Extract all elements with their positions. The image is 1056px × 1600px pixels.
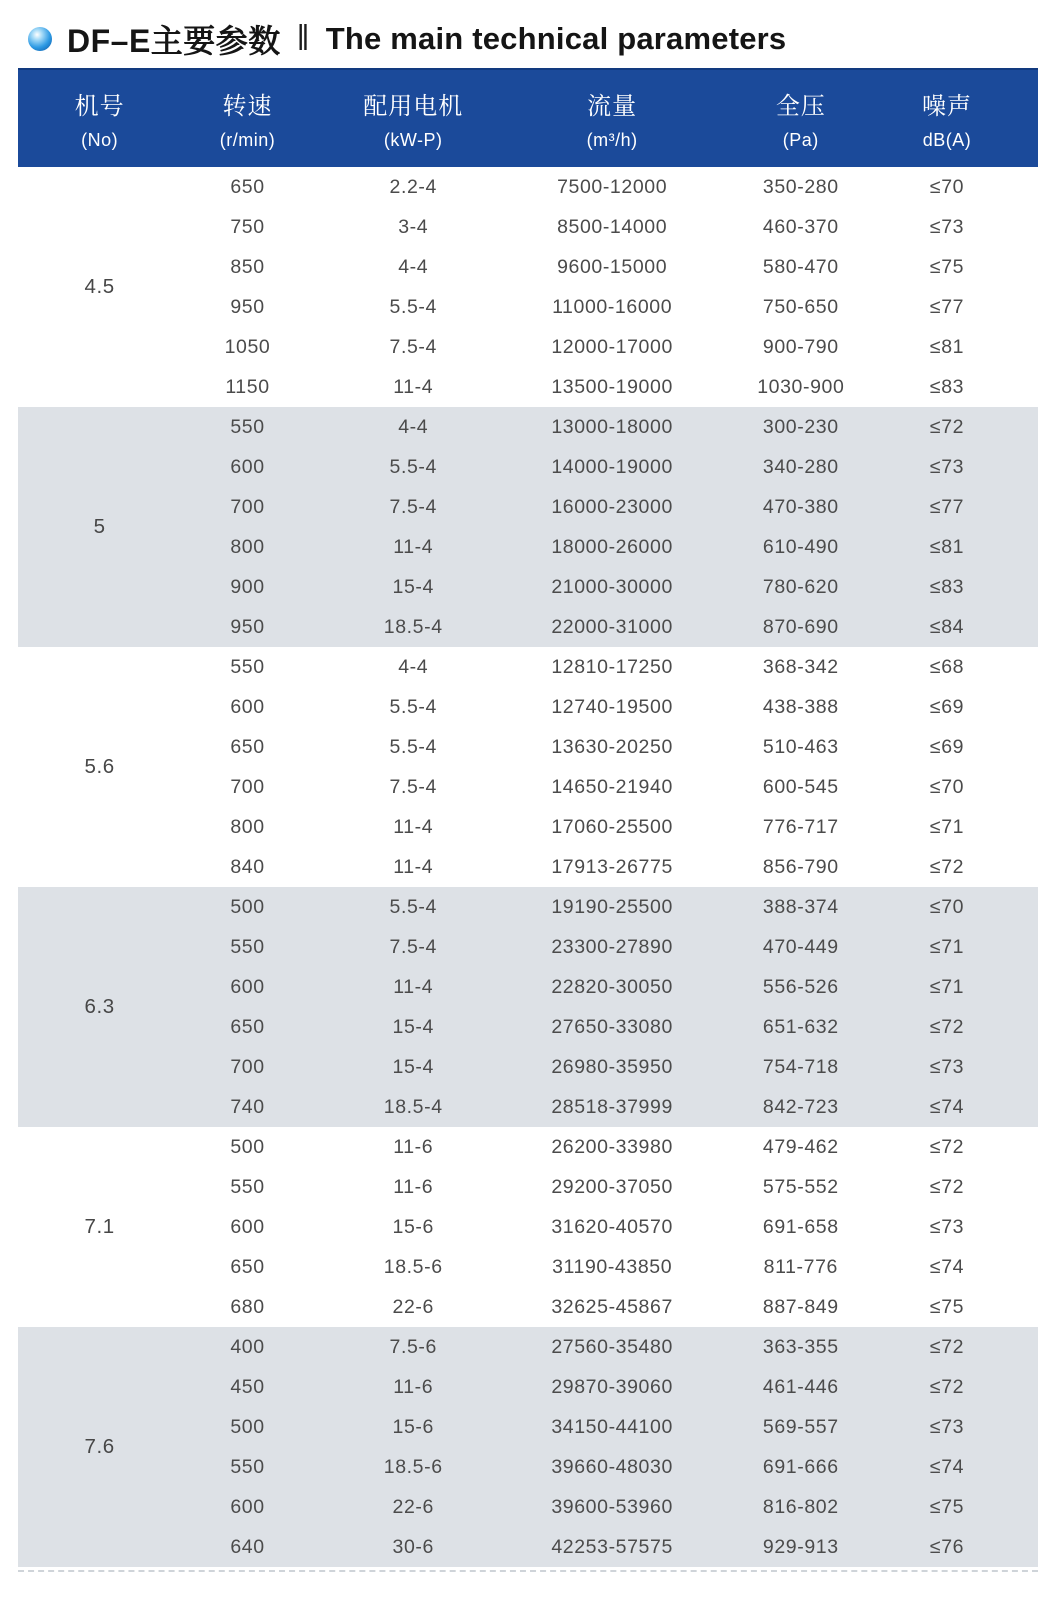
speed-cell: 400: [181, 1327, 314, 1367]
flow-cell: 8500-14000: [513, 207, 712, 247]
motor-cell: 11-4: [314, 967, 513, 1007]
title-english: The main technical parameters: [325, 21, 787, 56]
noise-cell: ≤81: [890, 527, 1038, 567]
noise-cell: ≤74: [890, 1447, 1038, 1487]
pressure-cell: 929-913: [712, 1527, 891, 1567]
motor-cell: 5.5-4: [314, 287, 513, 327]
motor-cell: 18.5-4: [314, 1087, 513, 1127]
noise-cell: ≤73: [890, 1047, 1038, 1087]
motor-cell: 7.5-4: [314, 927, 513, 967]
flow-cell: 27650-33080: [513, 1007, 712, 1047]
flow-cell: 32625-45867: [513, 1287, 712, 1327]
noise-cell: ≤68: [890, 647, 1038, 687]
speed-cell: 840: [181, 847, 314, 887]
noise-cell: ≤72: [890, 1127, 1038, 1167]
speed-cell: 550: [181, 1167, 314, 1207]
noise-cell: ≤75: [890, 247, 1038, 287]
speed-cell: 700: [181, 1047, 314, 1087]
motor-cell: 18.5-6: [314, 1247, 513, 1287]
noise-cell: ≤77: [890, 487, 1038, 527]
flow-cell: 13500-19000: [513, 367, 712, 407]
pressure-cell: 368-342: [712, 647, 891, 687]
motor-cell: 15-4: [314, 567, 513, 607]
col-header-en: dB(A): [922, 130, 972, 150]
flow-cell: 14000-19000: [513, 447, 712, 487]
motor-cell: 22-6: [314, 1287, 513, 1327]
noise-cell: ≤71: [890, 927, 1038, 967]
pressure-cell: 340-280: [712, 447, 891, 487]
col-header-en: (r/min): [219, 130, 276, 150]
flow-cell: 13000-18000: [513, 407, 712, 447]
pressure-cell: 870-690: [712, 607, 891, 647]
col-header-zh: 流量: [587, 93, 638, 120]
table-header: [18, 69, 1038, 167]
pressure-cell: 887-849: [712, 1287, 891, 1327]
flow-cell: 19190-25500: [513, 887, 712, 927]
noise-cell: ≤75: [890, 1287, 1038, 1327]
motor-cell: 11-6: [314, 1367, 513, 1407]
blue-sphere-bullet-icon: [28, 27, 52, 51]
pressure-cell: 388-374: [712, 887, 891, 927]
noise-cell: ≤83: [890, 367, 1038, 407]
motor-cell: 15-6: [314, 1407, 513, 1447]
speed-cell: 600: [181, 1487, 314, 1527]
flow-cell: 12810-17250: [513, 647, 712, 687]
noise-cell: ≤72: [890, 407, 1038, 447]
flow-cell: 17913-26775: [513, 847, 712, 887]
motor-cell: 5.5-4: [314, 887, 513, 927]
title-chinese: DF–E主要参数: [67, 23, 281, 59]
flow-cell: 12740-19500: [513, 687, 712, 727]
noise-cell: ≤72: [890, 1007, 1038, 1047]
speed-cell: 740: [181, 1087, 314, 1127]
noise-cell: ≤70: [890, 167, 1038, 207]
table-row: [18, 887, 1038, 927]
pressure-cell: 610-490: [712, 527, 891, 567]
pressure-cell: 816-802: [712, 1487, 891, 1527]
flow-cell: 12000-17000: [513, 327, 712, 367]
flow-cell: 13630-20250: [513, 727, 712, 767]
motor-cell: 2.2-4: [314, 167, 513, 207]
flow-cell: 31620-40570: [513, 1207, 712, 1247]
motor-cell: 7.5-4: [314, 327, 513, 367]
speed-cell: 550: [181, 407, 314, 447]
noise-cell: ≤71: [890, 967, 1038, 1007]
flow-cell: 27560-35480: [513, 1327, 712, 1367]
motor-cell: 18.5-6: [314, 1447, 513, 1487]
speed-cell: 600: [181, 967, 314, 1007]
col-header-en: (No): [81, 130, 119, 150]
speed-cell: 800: [181, 807, 314, 847]
noise-cell: ≤72: [890, 1167, 1038, 1207]
pressure-cell: 1030-900: [712, 367, 891, 407]
motor-cell: 11-4: [314, 367, 513, 407]
table-row: [18, 407, 1038, 447]
pressure-cell: 569-557: [712, 1407, 891, 1447]
col-header-zh: 全压: [775, 93, 826, 120]
pressure-cell: 470-449: [712, 927, 891, 967]
flow-cell: 26200-33980: [513, 1127, 712, 1167]
flow-cell: 9600-15000: [513, 247, 712, 287]
noise-cell: ≤75: [890, 1487, 1038, 1527]
noise-cell: ≤81: [890, 327, 1038, 367]
col-header-pressure: [712, 69, 891, 167]
motor-cell: 15-4: [314, 1007, 513, 1047]
speed-cell: 1050: [181, 327, 314, 367]
speed-cell: 500: [181, 1127, 314, 1167]
pressure-cell: 600-545: [712, 767, 891, 807]
speed-cell: 640: [181, 1527, 314, 1567]
model-no-cell: 7.6: [18, 1327, 181, 1567]
motor-cell: 18.5-4: [314, 607, 513, 647]
page-title-row: [0, 0, 1056, 68]
noise-cell: ≤70: [890, 767, 1038, 807]
flow-cell: 17060-25500: [513, 807, 712, 847]
noise-cell: ≤83: [890, 567, 1038, 607]
table-row: [18, 1327, 1038, 1367]
col-header-zh: 转速: [222, 93, 273, 120]
table-row: [18, 167, 1038, 207]
model-no-cell: 5.6: [18, 647, 181, 887]
speed-cell: 680: [181, 1287, 314, 1327]
speed-cell: 600: [181, 447, 314, 487]
noise-cell: ≤71: [890, 807, 1038, 847]
motor-cell: 3-4: [314, 207, 513, 247]
motor-cell: 15-6: [314, 1207, 513, 1247]
pressure-cell: 510-463: [712, 727, 891, 767]
noise-cell: ≤77: [890, 287, 1038, 327]
flow-cell: 31190-43850: [513, 1247, 712, 1287]
pressure-cell: 350-280: [712, 167, 891, 207]
noise-cell: ≤69: [890, 687, 1038, 727]
noise-cell: ≤76: [890, 1527, 1038, 1567]
speed-cell: 900: [181, 567, 314, 607]
speed-cell: 550: [181, 1447, 314, 1487]
speed-cell: 450: [181, 1367, 314, 1407]
speed-cell: 650: [181, 1247, 314, 1287]
motor-cell: 7.5-6: [314, 1327, 513, 1367]
speed-cell: 850: [181, 247, 314, 287]
speed-cell: 550: [181, 647, 314, 687]
motor-cell: 11-6: [314, 1127, 513, 1167]
flow-cell: 18000-26000: [513, 527, 712, 567]
flow-cell: 28518-37999: [513, 1087, 712, 1127]
speed-cell: 500: [181, 887, 314, 927]
model-no-cell: 6.3: [18, 887, 181, 1127]
col-header-en: (Pa): [782, 130, 819, 150]
flow-cell: 42253-57575: [513, 1527, 712, 1567]
noise-cell: ≤72: [890, 1367, 1038, 1407]
speed-cell: 950: [181, 607, 314, 647]
motor-cell: 11-4: [314, 527, 513, 567]
table-body: [18, 167, 1038, 1567]
table-row: [18, 647, 1038, 687]
speed-cell: 700: [181, 767, 314, 807]
motor-cell: 4-4: [314, 647, 513, 687]
page-title: [67, 16, 786, 62]
noise-cell: ≤74: [890, 1247, 1038, 1287]
flow-cell: 23300-27890: [513, 927, 712, 967]
pressure-cell: 856-790: [712, 847, 891, 887]
col-header-zh: 噪声: [922, 93, 973, 120]
noise-cell: ≤73: [890, 207, 1038, 247]
pressure-cell: 900-790: [712, 327, 891, 367]
speed-cell: 500: [181, 1407, 314, 1447]
speed-cell: 550: [181, 927, 314, 967]
pressure-cell: 754-718: [712, 1047, 891, 1087]
motor-cell: 4-4: [314, 407, 513, 447]
pressure-cell: 776-717: [712, 807, 891, 847]
model-no-cell: 5: [18, 407, 181, 647]
col-header-model-no: [18, 69, 181, 167]
speed-cell: 1150: [181, 367, 314, 407]
pressure-cell: 750-650: [712, 287, 891, 327]
col-header-en: (m³/h): [586, 130, 638, 150]
motor-cell: 30-6: [314, 1527, 513, 1567]
flow-cell: 11000-16000: [513, 287, 712, 327]
flow-cell: 26980-35950: [513, 1047, 712, 1087]
pressure-cell: 470-380: [712, 487, 891, 527]
motor-cell: 11-4: [314, 847, 513, 887]
pressure-cell: 300-230: [712, 407, 891, 447]
noise-cell: ≤72: [890, 1327, 1038, 1367]
pressure-cell: 580-470: [712, 247, 891, 287]
flow-cell: 29870-39060: [513, 1367, 712, 1407]
speed-cell: 700: [181, 487, 314, 527]
motor-cell: 5.5-4: [314, 447, 513, 487]
pressure-cell: 811-776: [712, 1247, 891, 1287]
pressure-cell: 691-658: [712, 1207, 891, 1247]
motor-cell: 11-6: [314, 1167, 513, 1207]
col-header-zh: 配用电机: [363, 93, 464, 120]
noise-cell: ≤70: [890, 887, 1038, 927]
flow-cell: 22820-30050: [513, 967, 712, 1007]
noise-cell: ≤84: [890, 607, 1038, 647]
flow-cell: 34150-44100: [513, 1407, 712, 1447]
pressure-cell: 438-388: [712, 687, 891, 727]
noise-cell: ≤73: [890, 1207, 1038, 1247]
speed-cell: 600: [181, 687, 314, 727]
motor-cell: 4-4: [314, 247, 513, 287]
pressure-cell: 460-370: [712, 207, 891, 247]
motor-cell: 22-6: [314, 1487, 513, 1527]
noise-cell: ≤69: [890, 727, 1038, 767]
flow-cell: 22000-31000: [513, 607, 712, 647]
speed-cell: 800: [181, 527, 314, 567]
model-no-cell: 4.5: [18, 167, 181, 407]
pressure-cell: 575-552: [712, 1167, 891, 1207]
pressure-cell: 556-526: [712, 967, 891, 1007]
model-no-cell: 7.1: [18, 1127, 181, 1327]
col-header-noise: [890, 69, 1038, 167]
flow-cell: 7500-12000: [513, 167, 712, 207]
col-header-en: (kW-P): [383, 130, 443, 150]
speed-cell: 750: [181, 207, 314, 247]
table-row: [18, 1127, 1038, 1167]
motor-cell: 7.5-4: [314, 767, 513, 807]
motor-cell: 5.5-4: [314, 727, 513, 767]
col-header-flow: [513, 69, 712, 167]
speed-cell: 600: [181, 1207, 314, 1247]
parameters-table-wrap: [18, 68, 1038, 1567]
flow-cell: 14650-21940: [513, 767, 712, 807]
speed-cell: 650: [181, 167, 314, 207]
title-separator: ‖: [296, 18, 310, 59]
parameters-table: [18, 68, 1038, 1567]
pressure-cell: 651-632: [712, 1007, 891, 1047]
motor-cell: 15-4: [314, 1047, 513, 1087]
noise-cell: ≤73: [890, 1407, 1038, 1447]
col-header-motor: [314, 69, 513, 167]
pressure-cell: 842-723: [712, 1087, 891, 1127]
flow-cell: 39660-48030: [513, 1447, 712, 1487]
motor-cell: 5.5-4: [314, 687, 513, 727]
pressure-cell: 461-446: [712, 1367, 891, 1407]
noise-cell: ≤74: [890, 1087, 1038, 1127]
pressure-cell: 780-620: [712, 567, 891, 607]
speed-cell: 650: [181, 727, 314, 767]
pressure-cell: 479-462: [712, 1127, 891, 1167]
speed-cell: 950: [181, 287, 314, 327]
flow-cell: 39600-53960: [513, 1487, 712, 1527]
flow-cell: 29200-37050: [513, 1167, 712, 1207]
flow-cell: 21000-30000: [513, 567, 712, 607]
pressure-cell: 363-355: [712, 1327, 891, 1367]
noise-cell: ≤73: [890, 447, 1038, 487]
speed-cell: 650: [181, 1007, 314, 1047]
col-header-speed: [181, 69, 314, 167]
table-bottom-dashed-line: [18, 1570, 1038, 1572]
header-row: [18, 69, 1038, 167]
motor-cell: 7.5-4: [314, 487, 513, 527]
noise-cell: ≤72: [890, 847, 1038, 887]
col-header-zh: 机号: [74, 93, 125, 120]
pressure-cell: 691-666: [712, 1447, 891, 1487]
motor-cell: 11-4: [314, 807, 513, 847]
flow-cell: 16000-23000: [513, 487, 712, 527]
